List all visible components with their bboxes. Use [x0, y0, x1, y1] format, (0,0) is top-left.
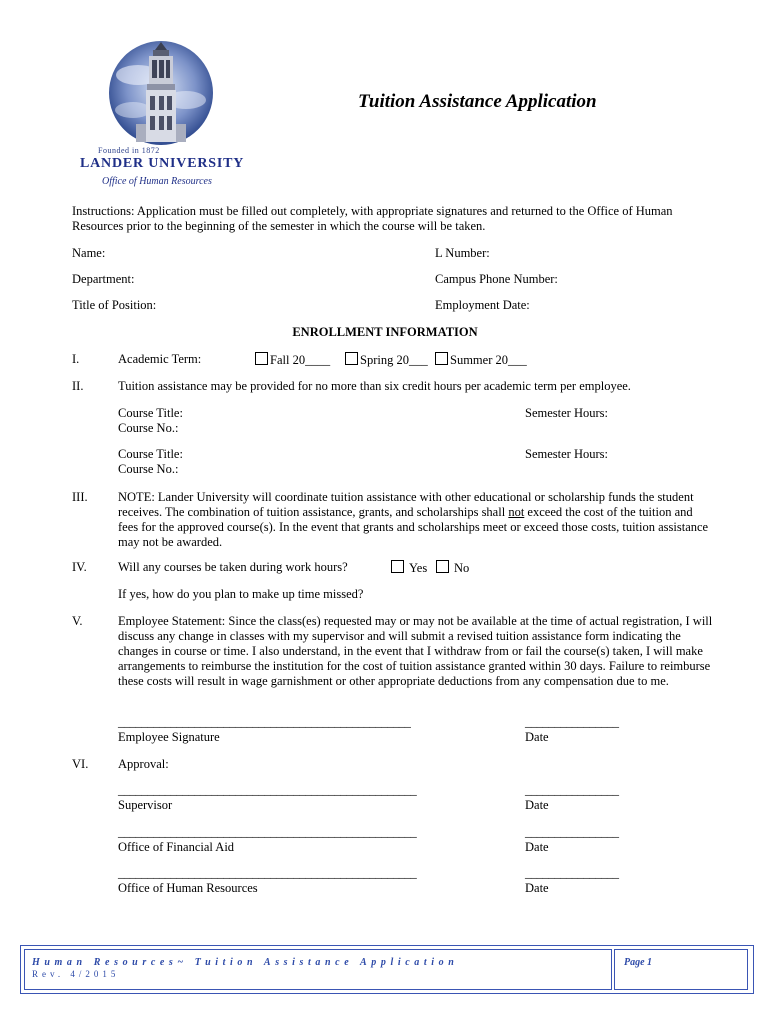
footer-page-box	[614, 949, 748, 990]
founded-text: Founded in 1872	[98, 146, 160, 155]
spring-option-label: Spring 20___	[360, 353, 428, 367]
coordination-note: NOTE: Lander University will coordinate tuition assistance with other educational or scholarship funds the student receives. The combination of tuition assistance, grants, and scholarships shall not exceed the cost of the tuition and fees for the approved course(s). In the event that grants and scholarships meet or exceed those costs, tuition assistance may not be awarded.	[118, 490, 709, 549]
employee-date-line[interactable]: ________________	[525, 715, 619, 729]
section-num-5: V.	[72, 614, 83, 628]
supervisor-date-line[interactable]: ________________	[525, 783, 619, 797]
financial-aid-date-label: Date	[525, 840, 549, 854]
title-of-position-field[interactable]: Title of Position:	[72, 298, 157, 312]
course-title-field-2[interactable]: Course Title:	[118, 447, 183, 461]
academic-term-label: Academic Term:	[118, 352, 202, 366]
fall-checkbox[interactable]	[255, 352, 268, 365]
employment-date-field[interactable]: Employment Date:	[435, 298, 530, 312]
no-checkbox[interactable]	[436, 560, 449, 573]
l-number-field[interactable]: L Number:	[435, 246, 490, 260]
name-field[interactable]: Name:	[72, 246, 106, 260]
approval-label: Approval:	[118, 757, 169, 771]
section-num-3: III.	[72, 490, 88, 504]
hr-label: Office of Human Resources	[118, 881, 258, 895]
hr-date-label: Date	[525, 881, 549, 895]
supervisor-label: Supervisor	[118, 798, 173, 812]
spring-checkbox[interactable]	[345, 352, 358, 365]
financial-aid-date-line[interactable]: ________________	[525, 825, 619, 839]
fall-option-label: Fall 20____	[270, 353, 331, 367]
footer-title: Human Resources~ Tuition Assistance Application	[32, 957, 459, 968]
course-no-field-2[interactable]: Course No.:	[118, 462, 179, 476]
emphasis-not: not	[508, 505, 525, 519]
fall-option[interactable]	[255, 352, 330, 368]
enrollment-heading: ENROLLMENT INFORMATION	[292, 325, 478, 339]
instructions: Instructions: Application must be filled out completely, with appropriate signatures and returned to the Office of Human Resources prior to the beginning of the semester in which the course will be taken.	[72, 204, 673, 233]
page-number: Page 1	[624, 957, 653, 968]
supervisor-signature-line[interactable]: ___________________________________________________	[118, 783, 417, 797]
no-option[interactable]	[436, 560, 469, 576]
employee-statement: Employee Statement: Since the class(es) requested may or may not be available at the time of actual registration, I will discuss any change in classes with my supervisor and will submit a revised tuition assistance form indicating the changes in course or time. I also understand, in the event that I withdraw from or fail the course(s) taken, I will make arrangements to reimburse the institution for the cost of tuition assistance granted within 30 days. Failure to reimburse these costs will result in wage garnishment or other appropriate deductions from any compensation due to me.	[118, 614, 713, 688]
section-num-2: II.	[72, 379, 84, 393]
course-no-field-1[interactable]: Course No.:	[118, 421, 179, 435]
hr-signature-line[interactable]: ___________________________________________________	[118, 866, 417, 880]
section-num-4: IV.	[72, 560, 87, 574]
yes-label: Yes	[409, 561, 428, 575]
form-title: Tuition Assistance Application	[358, 91, 597, 112]
section-num-1: I.	[72, 352, 80, 366]
course-title-field-1[interactable]: Course Title:	[118, 406, 183, 420]
supervisor-date-label: Date	[525, 798, 549, 812]
office-name: Office of Human Resources	[102, 176, 212, 187]
section-num-6: VI.	[72, 757, 89, 771]
yes-option[interactable]	[391, 560, 427, 576]
university-name: LANDER UNIVERSITY	[80, 156, 245, 171]
department-field[interactable]: Department:	[72, 272, 135, 286]
semester-hours-field-1[interactable]: Semester Hours:	[525, 406, 608, 420]
work-hours-question: Will any courses be taken during work hours?	[118, 560, 348, 574]
make-up-time-field[interactable]: If yes, how do you plan to make up time missed?	[118, 587, 364, 601]
no-label: No	[454, 561, 470, 575]
summer-option[interactable]	[435, 352, 527, 368]
summer-option-label: Summer 20___	[450, 353, 527, 367]
footer-revision: Rev. 4/2015	[32, 969, 120, 979]
spring-option[interactable]	[345, 352, 428, 368]
university-logo	[108, 40, 214, 146]
campus-phone-field[interactable]: Campus Phone Number:	[435, 272, 558, 286]
financial-aid-signature-line[interactable]: ___________________________________________________	[118, 825, 417, 839]
summer-checkbox[interactable]	[435, 352, 448, 365]
credit-hours-note: Tuition assistance may be provided for no more than six credit hours per academic term per employee.	[118, 379, 631, 393]
hr-date-line[interactable]: ________________	[525, 866, 619, 880]
semester-hours-field-2[interactable]: Semester Hours:	[525, 447, 608, 461]
employee-date-label: Date	[525, 730, 549, 744]
financial-aid-label: Office of Financial Aid	[118, 840, 235, 854]
yes-checkbox[interactable]	[391, 560, 404, 573]
employee-signature-label: Employee Signature	[118, 730, 220, 744]
employee-signature-line[interactable]: __________________________________________________	[118, 715, 411, 729]
